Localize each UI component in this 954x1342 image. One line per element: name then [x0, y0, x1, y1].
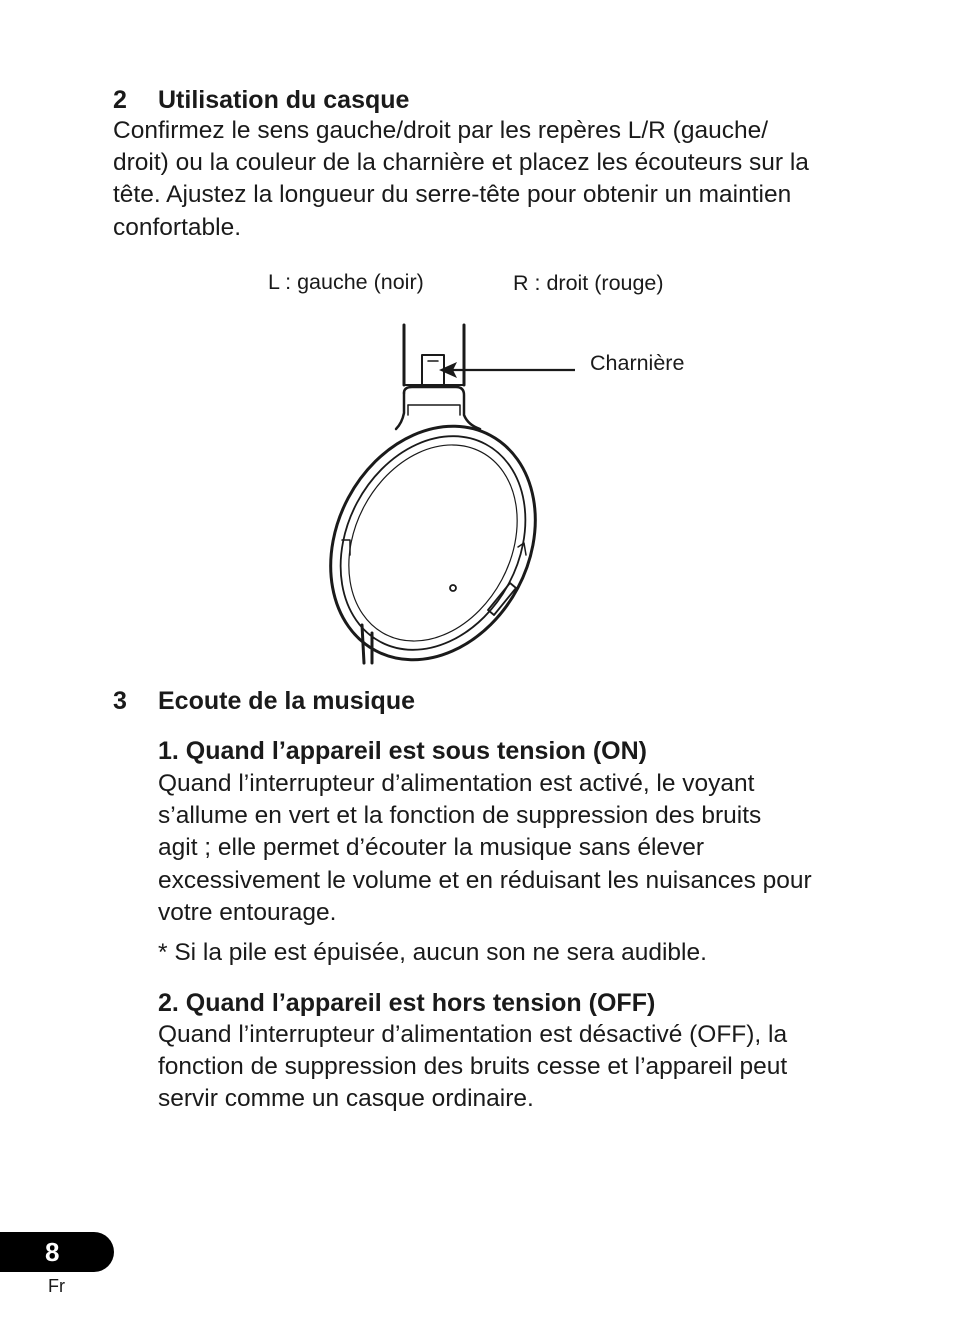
sub-2-body: Quand l’interrupteur d’alimentation est désactivé (OFF), la fonction de suppression des bruits cesse et l’appareil peut servir comme un casque ordinaire.: [158, 1021, 788, 1113]
section-3-number: 3: [113, 687, 127, 715]
section-2-number: 2: [113, 86, 127, 114]
label-right-red: R : droit (rouge): [513, 271, 664, 295]
sub-2-title: 2. Quand l’appareil est hors tension (OFF): [158, 989, 656, 1017]
battery-note: * Si la pile est épuisée, aucun son ne sera audible.: [158, 939, 707, 966]
sub-1-body: Quand l’interrupteur d’alimentation est activé, le voyant s’allume en vert et la fonction de suppression des bruits agit ; elle permet d’écouter la musique sans élever excessivement le volume et en réduisant les nuisances pour votre entourage.: [158, 770, 812, 926]
label-left-black: L : gauche (noir): [268, 270, 424, 294]
hinge-arrow-icon: [435, 358, 580, 382]
page-number: 8: [45, 1237, 60, 1267]
section-3-title: Ecoute de la musique: [158, 687, 416, 715]
sub-1-title: 1. Quand l’appareil est sous tension (ON): [158, 737, 647, 765]
page-number-tab: [0, 1232, 114, 1272]
label-hinge: Charnière: [590, 351, 685, 375]
section-2-body: Confirmez le sens gauche/droit par les repères L/R (gauche/ droit) ou la couleur de la charnière et placez les écouteurs sur la tête. Ajustez la longueur du serre-tête pour obtenir un maintien confortable.: [113, 117, 809, 241]
section-2-title: Utilisation du casque: [158, 86, 410, 114]
language-code: Fr: [48, 1276, 65, 1296]
